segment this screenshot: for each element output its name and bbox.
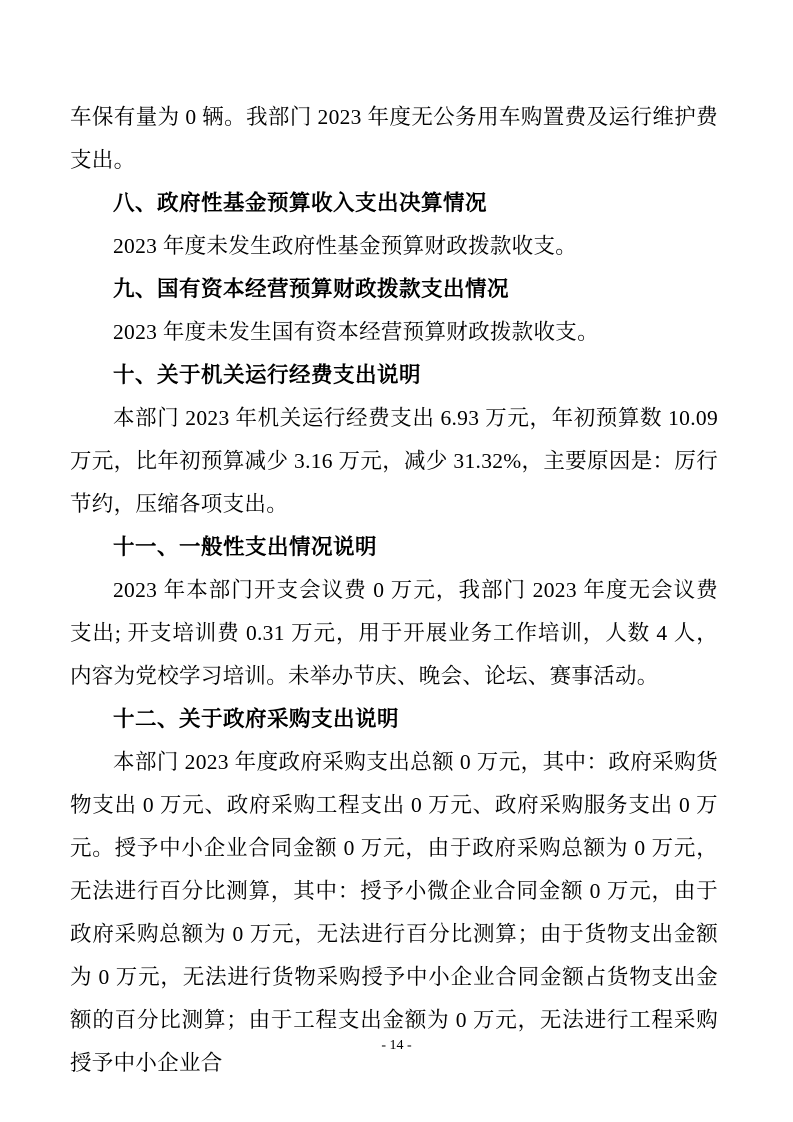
body-paragraph: 2023 年本部门开支会议费 0 万元，我部门 2023 年度无会议费支出; 开支培训费 0.31 万元，用于开展业务工作培训，人数 4 人，内容为党校学习培训。未举办节庆、晚会、论坛、赛事活动。: [70, 578, 718, 688]
body-paragraph: 2023 年度未发生国有资本经营预算财政拨款收支。: [113, 320, 599, 344]
section-heading: 十、关于机关运行经费支出说明: [113, 363, 422, 387]
section-heading: 八、政府性基金预算收入支出决算情况: [113, 191, 488, 215]
body-paragraph: 本部门 2023 年度政府采购支出总额 0 万元，其中：政府采购货物支出 0 万元、政府采购工程支出 0 万元、政府采购服务支出 0 万元。授予中小企业合同金额 0 万元，由于政府采购总额为 0 万元，无法进行百分比测算，其中：授予小微企业合同金额 0 万元，由于政府采购总额为 0 万元，无法进行百分比测算；由于货物支出金额为 0 万元，无法进行货物采购授予中小企业合同金额占货物支出金额的百分比测算；由于工程支出金额为 0 万元，无法进行工程采购授予中小企业合: [70, 750, 718, 1075]
section-heading: 九、国有资本经营预算财政拨款支出情况: [113, 277, 510, 301]
section-heading: 十二、关于政府采购支出说明: [113, 707, 400, 731]
body-paragraph: 本部门 2023 年机关运行经费支出 6.93 万元，年初预算数 10.09 万元，比年初预算减少 3.16 万元，减少 31.32%，主要原因是：厉行节约，压缩各项支出。: [70, 406, 718, 516]
body-paragraph: 2023 年度未发生政府性基金预算财政拨款收支。: [113, 234, 578, 258]
section-heading: 十一、一般性支出情况说明: [113, 535, 378, 559]
document-body: [70, 96, 718, 1085]
body-paragraph: 车保有量为 0 辆。我部门 2023 年度无公务用车购置费及运行维护费支出。: [70, 105, 718, 172]
page-number: - 14 -: [381, 1038, 412, 1053]
